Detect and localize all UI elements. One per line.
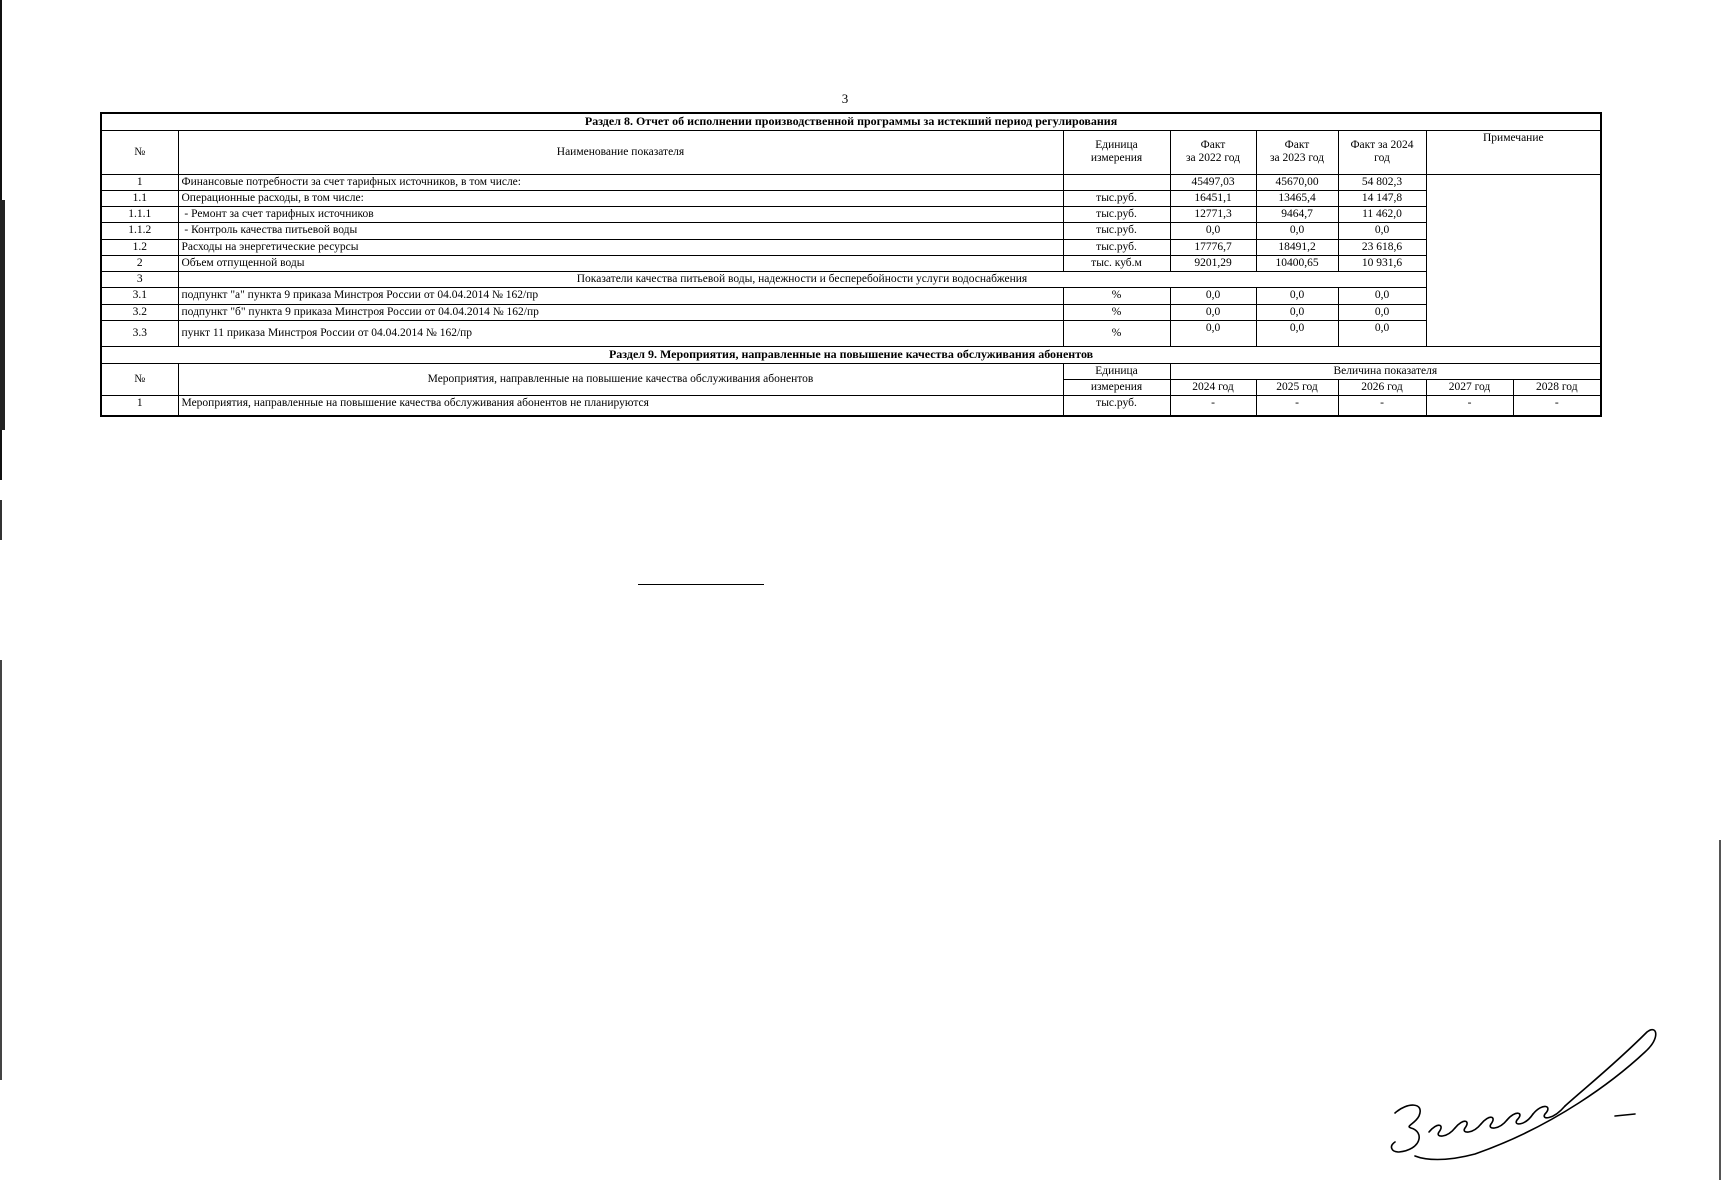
row-value-2024: 0,0 [1338,320,1426,346]
section9-title-row [101,346,1601,363]
report-table [100,112,1602,417]
row-value-2023: 0,0 [1256,320,1338,346]
row-value-year: - [1256,396,1338,416]
row-value-2023: 45670,00 [1256,174,1338,190]
row-value-2022: 16451,1 [1170,191,1256,207]
row-name: подпункт "б" пункта 9 приказа Минстроя России от 04.04.2014 № 162/пр [178,304,1063,320]
row-unit: тыс. куб.м [1063,255,1170,271]
row-value-2022: 0,0 [1170,288,1256,304]
row-name: Операционные расходы, в том числе: [178,191,1063,207]
row-unit: % [1063,288,1170,304]
row-name: Объем отпущенной воды [178,255,1063,271]
s9-header-year: 2025 год [1256,379,1338,395]
row-num: 3 [101,272,178,288]
header-num: № [101,130,178,174]
table-row [101,255,1601,271]
section8-title-row [101,113,1601,130]
s9-header-name: Мероприятия, направленные на повышение качества обслуживания абонентов [178,363,1063,395]
row-unit [1063,174,1170,190]
row-value-2023: 0,0 [1256,288,1338,304]
footer-rule [638,584,764,585]
header-fact-2023 [1256,130,1338,174]
row-value-2023: 13465,4 [1256,191,1338,207]
row-num: 3.1 [101,288,178,304]
row-value-year: - [1513,396,1601,416]
header-unit-line2: измерения [1090,152,1143,165]
row-name: Мероприятия, направленные на повышение качества обслуживания абонентов не планируются [178,396,1063,416]
section8-header-row [101,130,1601,174]
row-value-2022: 17776,7 [1170,239,1256,255]
s9-header-unit-line1: Единица [1063,363,1170,379]
row-unit: тыс.руб. [1063,191,1170,207]
header-fact-2024 [1338,130,1426,174]
row-value-2023: 0,0 [1256,304,1338,320]
section8-title: Раздел 8. Отчет об исполнении производственной программы за истекший период регулирования [101,113,1601,130]
row-value-year: - [1426,396,1513,416]
row-name: Расходы на энергетические ресурсы [178,239,1063,255]
row-value-2023: 9464,7 [1256,207,1338,223]
page-number: 3 [841,91,849,106]
quality-heading: Показатели качества питьевой воды, надежности и бесперебойности услуги водоснабжения [178,272,1426,288]
row-num: 2 [101,255,178,271]
row-unit: тыс.руб. [1063,239,1170,255]
row-name: - Контроль качества питьевой воды [178,223,1063,239]
table-row [101,396,1601,416]
header-fact-2022-line2: за 2022 год [1185,152,1241,165]
row-unit: % [1063,304,1170,320]
table-row [101,174,1601,190]
row-name: подпункт "а" пункта 9 приказа Минстроя России от 04.04.2014 № 162/пр [178,288,1063,304]
row-num: 1.1.2 [101,223,178,239]
section9-header-row-1 [101,363,1601,379]
row-num: 1.1 [101,191,178,207]
row-name: Финансовые потребности за счет тарифных источников, в том числе: [178,174,1063,190]
row-num: 1 [101,396,178,416]
row-unit: тыс.руб. [1063,207,1170,223]
row-name: - Ремонт за счет тарифных источников [178,207,1063,223]
row-value-2024: 10 931,6 [1338,255,1426,271]
row-value-2024: 0,0 [1338,304,1426,320]
row-num: 1 [101,174,178,190]
quality-heading-row [101,272,1601,288]
s9-header-year: 2028 год [1513,379,1601,395]
row-value-2024: 23 618,6 [1338,239,1426,255]
row-value-2022: 0,0 [1170,223,1256,239]
row-value-2023: 0,0 [1256,223,1338,239]
s9-header-year: 2027 год [1426,379,1513,395]
header-fact-2022 [1170,130,1256,174]
binder-edge-marks [0,0,10,1200]
s9-header-unit-line2: измерения [1063,379,1170,395]
row-value-year: - [1170,396,1256,416]
s9-header-year: 2024 год [1170,379,1256,395]
row-value-2024: 0,0 [1338,223,1426,239]
row-value-2024: 54 802,3 [1338,174,1426,190]
table-row [101,304,1601,320]
row-value-2022: 0,0 [1170,304,1256,320]
row-name: пункт 11 приказа Минстроя России от 04.04.2014 № 162/пр [178,320,1063,346]
header-unit [1063,130,1170,174]
header-fact-2023-line2: за 2023 год [1269,152,1325,165]
s9-header-year: 2026 год [1338,379,1426,395]
table-row [101,239,1601,255]
row-value-2022: 45497,03 [1170,174,1256,190]
s9-header-num: № [101,363,178,395]
header-fact-2024-line2: год [1374,152,1390,165]
row-unit: % [1063,320,1170,346]
header-unit-line1: Единица [1095,139,1138,152]
header-note: Примечание [1426,130,1601,174]
row-value-2022: 0,0 [1170,320,1256,346]
row-value-year: - [1338,396,1426,416]
header-fact-2022-line1: Факт [1200,139,1226,152]
row-value-2023: 18491,2 [1256,239,1338,255]
row-num: 1.1.1 [101,207,178,223]
row-value-2024: 11 462,0 [1338,207,1426,223]
note-cell [1426,174,1601,346]
row-value-2023: 10400,65 [1256,255,1338,271]
right-edge-marks [1715,0,1721,1200]
section9-title: Раздел 9. Мероприятия, направленные на повышение качества обслуживания абонентов [101,346,1601,363]
row-unit: тыс.руб. [1063,223,1170,239]
row-num: 3.2 [101,304,178,320]
row-value-2022: 9201,29 [1170,255,1256,271]
row-value-2022: 12771,3 [1170,207,1256,223]
handwritten-signature [1385,1028,1675,1163]
table-row [101,320,1601,346]
row-unit: тыс.руб. [1063,396,1170,416]
row-value-2024: 14 147,8 [1338,191,1426,207]
table-row [101,223,1601,239]
row-value-2024: 0,0 [1338,288,1426,304]
table-row [101,191,1601,207]
header-name: Наименование показателя [178,130,1063,174]
table-row [101,207,1601,223]
header-fact-2024-line1: Факт за 2024 [1350,139,1414,152]
header-fact-2023-line1: Факт [1284,139,1310,152]
row-num: 3.3 [101,320,178,346]
row-num: 1.2 [101,239,178,255]
s9-header-value: Величина показателя [1170,363,1601,379]
table-row [101,288,1601,304]
